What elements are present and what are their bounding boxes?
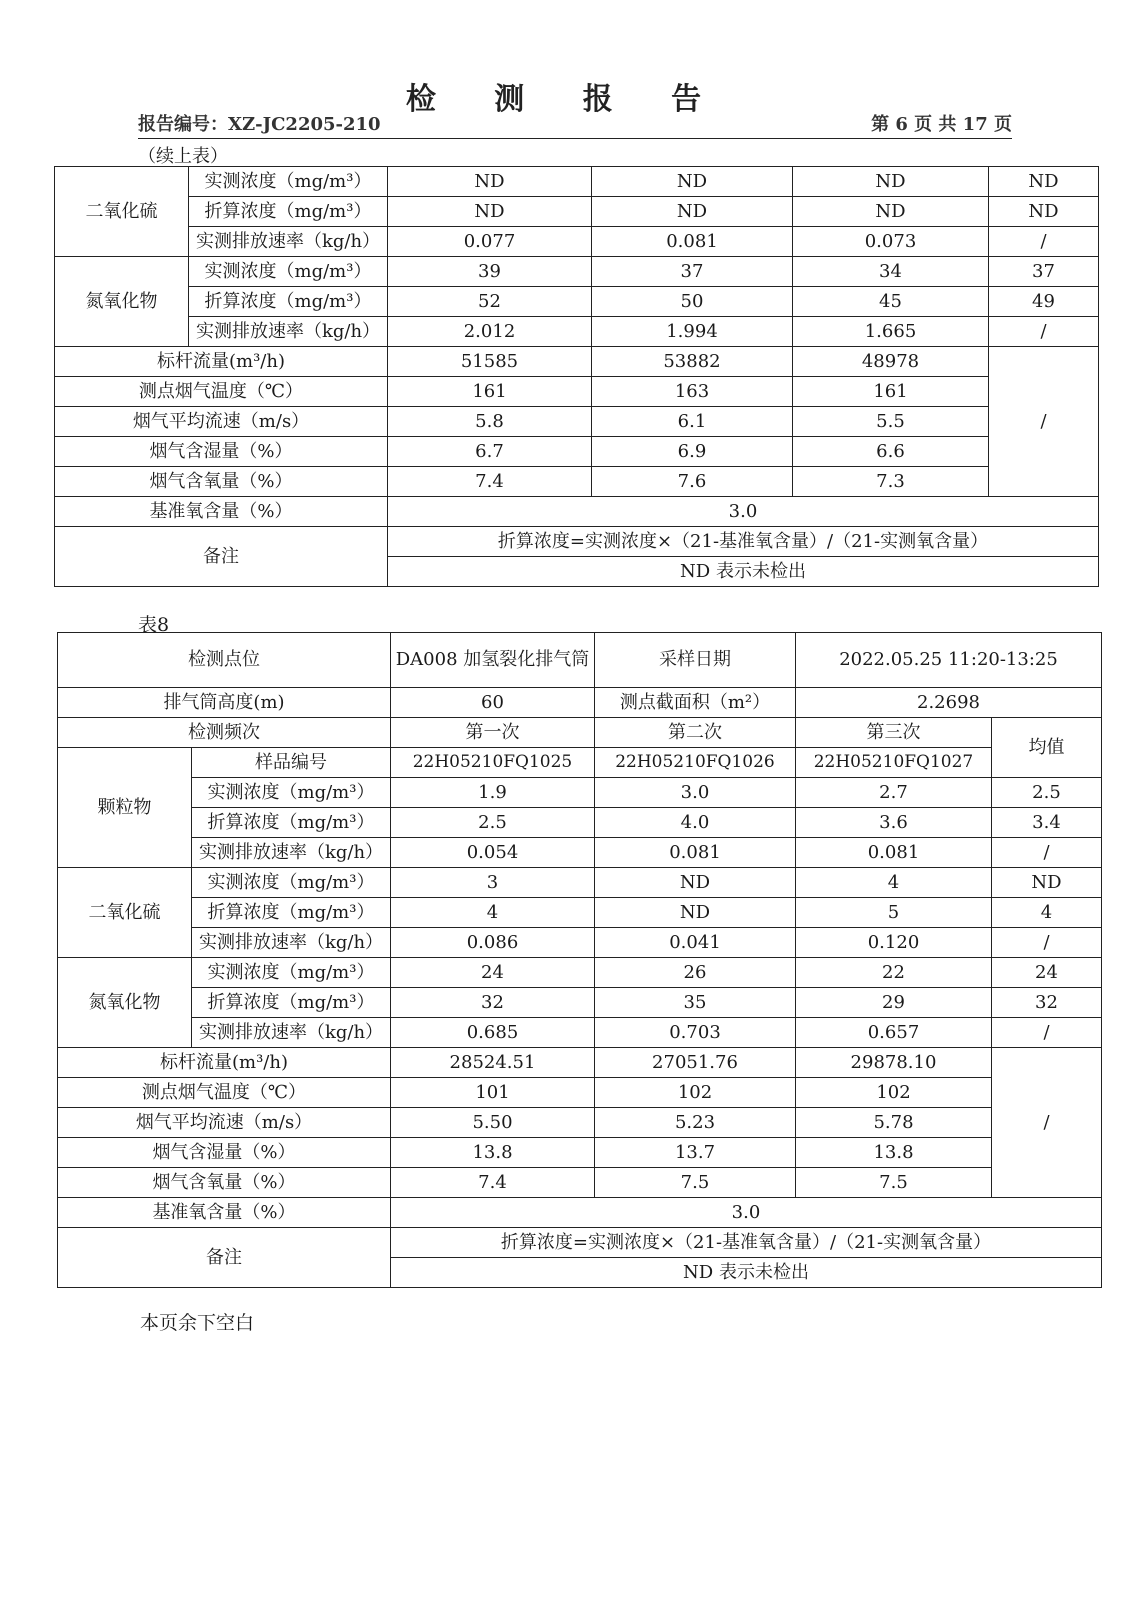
cell-value: 161 <box>793 377 989 407</box>
param-label: 测点烟气温度（℃） <box>58 1078 391 1108</box>
cell-value: 4 <box>796 868 992 898</box>
cell-value: ND <box>388 197 592 227</box>
param-label: 基准氧含量（%） <box>58 1198 391 1228</box>
row-label: 实测浓度（mg/m³） <box>189 167 388 197</box>
report-title: 检 测 报 告 <box>405 82 726 117</box>
cell-value: 0.657 <box>796 1018 992 1048</box>
row-label: 实测浓度（mg/m³） <box>189 257 388 287</box>
table-row <box>58 1018 1102 1048</box>
cell-value: 0.081 <box>595 838 796 868</box>
emission-table-8 <box>57 632 1102 1288</box>
cell-average: ND <box>992 868 1102 898</box>
date-label: 采样日期 <box>595 633 796 688</box>
row-label: 实测排放速率（kg/h） <box>189 227 388 257</box>
table-row <box>58 1168 1102 1198</box>
remark-formula: 折算浓度=实测浓度×（21-基准氧含量）/（21-实测氧含量） <box>391 1228 1102 1258</box>
cell-value: 52 <box>388 287 592 317</box>
height-value: 60 <box>391 688 595 718</box>
cell-value: ND <box>595 868 796 898</box>
cell-value: 2.7 <box>796 778 992 808</box>
cell-value: 48978 <box>793 347 989 377</box>
row-label: 折算浓度（mg/m³） <box>189 197 388 227</box>
cell-value: 5.78 <box>796 1108 992 1138</box>
group-name: 氮氧化物 <box>58 958 192 1048</box>
table-row <box>58 748 1102 778</box>
remark-nd-note: ND 表示未检出 <box>391 1258 1102 1288</box>
table-row <box>58 1048 1102 1078</box>
table-row <box>58 688 1102 718</box>
cell-value: ND <box>793 167 989 197</box>
cell-value: 161 <box>388 377 592 407</box>
point-label: 检测点位 <box>58 633 391 688</box>
cell-value: 26 <box>595 958 796 988</box>
cell-value: 7.5 <box>796 1168 992 1198</box>
group-name: 氮氧化物 <box>55 257 189 347</box>
cell-value: 0.086 <box>391 928 595 958</box>
row-label: 折算浓度（mg/m³） <box>192 988 391 1018</box>
table-row <box>55 527 1099 557</box>
cell-value: 3.0 <box>595 778 796 808</box>
table-row <box>55 497 1099 527</box>
cell-value: 13.7 <box>595 1138 796 1168</box>
cell-value: 102 <box>595 1078 796 1108</box>
cell-value: 0.120 <box>796 928 992 958</box>
cell-average: ND <box>989 167 1099 197</box>
emission-table-continued <box>54 166 1099 587</box>
cell-value: 0.685 <box>391 1018 595 1048</box>
cell-value: ND <box>592 167 793 197</box>
table-row <box>55 197 1099 227</box>
cell-value: 37 <box>592 257 793 287</box>
remark-formula: 折算浓度=实测浓度×（21-基准氧含量）/（21-实测氧含量） <box>388 527 1099 557</box>
table-row <box>58 898 1102 928</box>
cell-value: ND <box>595 898 796 928</box>
cell-average: 2.5 <box>992 778 1102 808</box>
cell-value: 7.6 <box>592 467 793 497</box>
cell-value: 163 <box>592 377 793 407</box>
cell-value: 5.8 <box>388 407 592 437</box>
cell-value: 7.5 <box>595 1168 796 1198</box>
param-label: 烟气平均流速（m/s） <box>55 407 388 437</box>
param-label: 标杆流量(m³/h) <box>58 1048 391 1078</box>
date-value: 2022.05.25 11:20-13:25 <box>796 633 1102 688</box>
cell-value: 2.5 <box>391 808 595 838</box>
freq-first: 第一次 <box>391 718 595 748</box>
cell-value: 45 <box>793 287 989 317</box>
param-label: 烟气含湿量（%） <box>58 1138 391 1168</box>
cell-value: ND <box>793 197 989 227</box>
params-average: / <box>992 1048 1102 1198</box>
cell-average: 4 <box>992 898 1102 928</box>
continued-label: （续上表） <box>138 146 228 167</box>
cell-value: 5.5 <box>793 407 989 437</box>
table-row <box>58 1198 1102 1228</box>
table-row <box>58 1078 1102 1108</box>
cell-value: 0.073 <box>793 227 989 257</box>
sample-label: 样品编号 <box>192 748 391 778</box>
cell-value: 2.012 <box>388 317 592 347</box>
point-value: DA008 加氢裂化排气筒 <box>391 633 595 688</box>
cell-average: / <box>989 227 1099 257</box>
group-name: 二氧化硫 <box>58 868 192 958</box>
cell-value: 7.4 <box>391 1168 595 1198</box>
cell-value: 0.077 <box>388 227 592 257</box>
cell-value: 4.0 <box>595 808 796 838</box>
table-row <box>58 868 1102 898</box>
sample-id: 22H05210FQ1027 <box>796 748 992 778</box>
freq-second: 第二次 <box>595 718 796 748</box>
cell-average: 3.4 <box>992 808 1102 838</box>
table-row <box>58 718 1102 748</box>
cell-value: 24 <box>391 958 595 988</box>
table-row <box>58 838 1102 868</box>
table-row <box>58 928 1102 958</box>
cell-value: 35 <box>595 988 796 1018</box>
table-row <box>55 407 1099 437</box>
report-header <box>138 112 1012 139</box>
remark-label: 备注 <box>55 527 388 587</box>
table-row <box>55 347 1099 377</box>
group-name: 颗粒物 <box>58 748 192 868</box>
table-row <box>55 227 1099 257</box>
cell-average: / <box>992 1018 1102 1048</box>
cell-value: 5.50 <box>391 1108 595 1138</box>
row-label: 实测排放速率（kg/h） <box>192 928 391 958</box>
table-row <box>55 317 1099 347</box>
height-label: 排气筒高度(m) <box>58 688 391 718</box>
cell-value: 13.8 <box>796 1138 992 1168</box>
cell-average: ND <box>989 197 1099 227</box>
table-row <box>55 467 1099 497</box>
cell-value: 1.9 <box>391 778 595 808</box>
table-row <box>58 1228 1102 1258</box>
cell-value: 0.081 <box>592 227 793 257</box>
cell-value: 1.994 <box>592 317 793 347</box>
table-row <box>58 958 1102 988</box>
cell-value: 3 <box>391 868 595 898</box>
row-label: 实测浓度（mg/m³） <box>192 868 391 898</box>
cell-value: 4 <box>391 898 595 928</box>
param-label: 烟气平均流速（m/s） <box>58 1108 391 1138</box>
cell-value: ND <box>388 167 592 197</box>
row-label: 实测浓度（mg/m³） <box>192 958 391 988</box>
table-row <box>55 287 1099 317</box>
row-label: 折算浓度（mg/m³） <box>192 898 391 928</box>
cell-value: 51585 <box>388 347 592 377</box>
cell-value: 53882 <box>592 347 793 377</box>
cell-value: 29 <box>796 988 992 1018</box>
report-number: 报告编号：XZ-JC2205-210 <box>138 114 381 135</box>
table-caption: 表8 <box>138 614 170 636</box>
param-label: 基准氧含量（%） <box>55 497 388 527</box>
cell-value: 6.6 <box>793 437 989 467</box>
sample-id: 22H05210FQ1025 <box>391 748 595 778</box>
row-label: 折算浓度（mg/m³） <box>189 287 388 317</box>
group-name: 二氧化硫 <box>55 167 189 257</box>
row-label: 折算浓度（mg/m³） <box>192 808 391 838</box>
cell-value: ND <box>592 197 793 227</box>
cell-value: 6.9 <box>592 437 793 467</box>
table-row <box>58 778 1102 808</box>
page-info: 第 6 页 共 17 页 <box>871 114 1012 135</box>
area-value: 2.2698 <box>796 688 1102 718</box>
freq-third: 第三次 <box>796 718 992 748</box>
cell-average: 37 <box>989 257 1099 287</box>
table-row <box>55 377 1099 407</box>
cell-value: 102 <box>796 1078 992 1108</box>
cell-value: 34 <box>793 257 989 287</box>
cell-value: 39 <box>388 257 592 287</box>
cell-value: 0.041 <box>595 928 796 958</box>
param-label: 标杆流量(m³/h) <box>55 347 388 377</box>
param-label: 烟气含湿量（%） <box>55 437 388 467</box>
table-row <box>58 1108 1102 1138</box>
row-label: 实测排放速率（kg/h） <box>192 838 391 868</box>
cell-value: 6.7 <box>388 437 592 467</box>
cell-value: 27051.76 <box>595 1048 796 1078</box>
cell-value: 28524.51 <box>391 1048 595 1078</box>
table-row <box>58 633 1102 688</box>
area-label: 测点截面积（m²） <box>595 688 796 718</box>
cell-value: 50 <box>592 287 793 317</box>
remaining-blank-note: 本页余下空白 <box>140 1312 255 1334</box>
cell-average: 49 <box>989 287 1099 317</box>
table-row <box>55 257 1099 287</box>
table-row <box>58 988 1102 1018</box>
remark-nd-note: ND 表示未检出 <box>388 557 1099 587</box>
row-label: 实测浓度（mg/m³） <box>192 778 391 808</box>
cell-average: 32 <box>992 988 1102 1018</box>
cell-average: / <box>992 838 1102 868</box>
param-label: 烟气含氧量（%） <box>55 467 388 497</box>
cell-value: 32 <box>391 988 595 1018</box>
cell-value: 22 <box>796 958 992 988</box>
cell-average: 24 <box>992 958 1102 988</box>
cell-value: 29878.10 <box>796 1048 992 1078</box>
cell-value: 101 <box>391 1078 595 1108</box>
row-label: 实测排放速率（kg/h） <box>189 317 388 347</box>
table-row <box>58 808 1102 838</box>
base-oxygen-value: 3.0 <box>388 497 1099 527</box>
cell-average: / <box>989 317 1099 347</box>
cell-value: 5.23 <box>595 1108 796 1138</box>
cell-value: 13.8 <box>391 1138 595 1168</box>
param-label: 测点烟气温度（℃） <box>55 377 388 407</box>
table-row <box>55 167 1099 197</box>
cell-value: 6.1 <box>592 407 793 437</box>
freq-label: 检测频次 <box>58 718 391 748</box>
cell-value: 0.054 <box>391 838 595 868</box>
cell-average: / <box>992 928 1102 958</box>
table-row <box>55 437 1099 467</box>
base-oxygen-value: 3.0 <box>391 1198 1102 1228</box>
row-label: 实测排放速率（kg/h） <box>192 1018 391 1048</box>
cell-value: 7.3 <box>793 467 989 497</box>
param-label: 烟气含氧量（%） <box>58 1168 391 1198</box>
cell-value: 0.081 <box>796 838 992 868</box>
cell-value: 7.4 <box>388 467 592 497</box>
cell-value: 0.703 <box>595 1018 796 1048</box>
remark-label: 备注 <box>58 1228 391 1288</box>
avg-label: 均值 <box>992 718 1102 778</box>
params-average: / <box>989 347 1099 497</box>
cell-value: 1.665 <box>793 317 989 347</box>
table-row <box>58 1138 1102 1168</box>
sample-id: 22H05210FQ1026 <box>595 748 796 778</box>
cell-value: 5 <box>796 898 992 928</box>
cell-value: 3.6 <box>796 808 992 838</box>
